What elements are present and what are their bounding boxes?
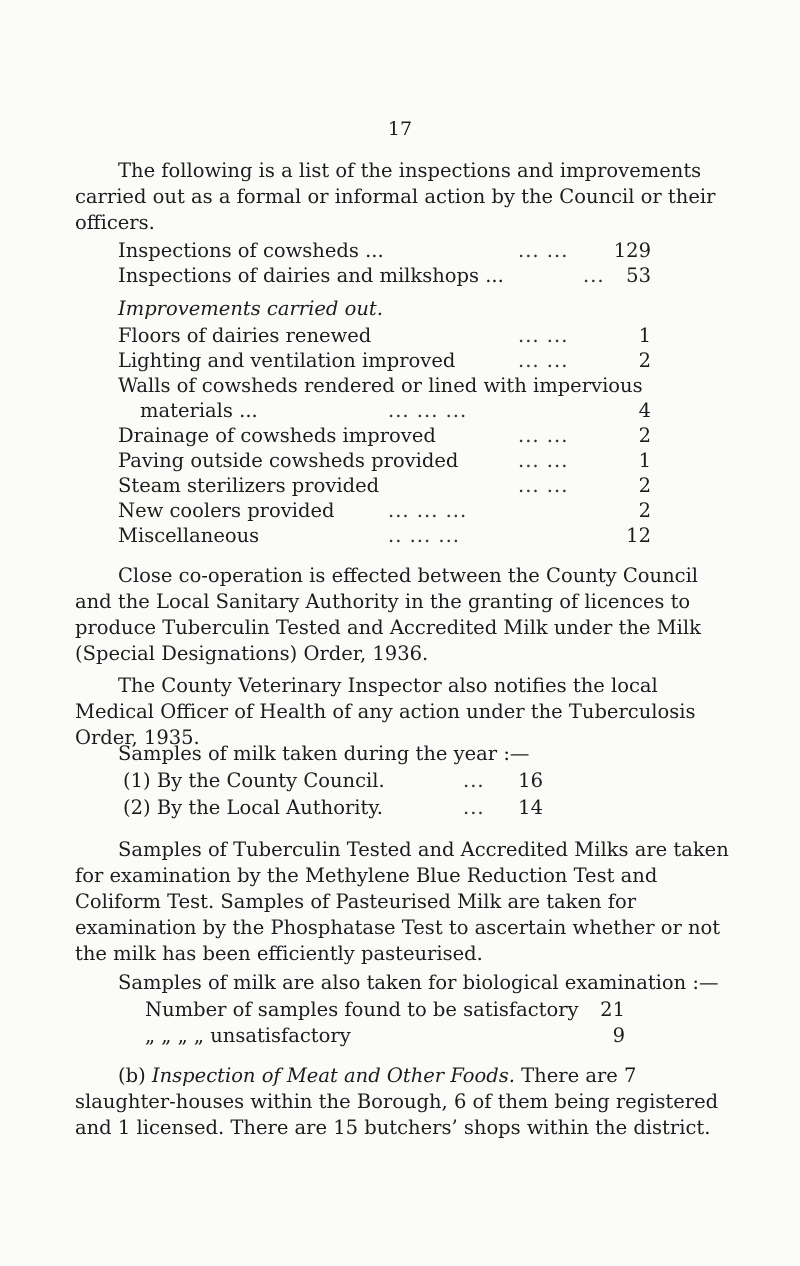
row-value: 4 <box>638 399 651 422</box>
improvements-heading: Improvements carried out. <box>118 297 383 320</box>
row-value: 21 <box>600 998 625 1021</box>
row-value: 1 <box>638 324 651 347</box>
leader-dots: ... <box>463 796 485 819</box>
row-label: (2) By the Local Authority. <box>123 796 383 819</box>
tests-paragraph: Samples of Tuberculin Tested and Accredited Milks are taken for examination by the Methylene Blue Reduction Test and Coliform Test. Samples of Pasteurised Milk are taken for examination by the Phosphatase Test to ascertain whether or not the milk has been efficiently pasteurised. <box>75 838 729 965</box>
row-label: Lighting and ventilation improved <box>118 349 456 372</box>
leader-dots: ... ... <box>518 239 569 262</box>
row-label: „ „ „ „ unsatisfactory <box>145 1024 351 1047</box>
leader-dots: ... ... <box>518 474 569 497</box>
samples-intro: Samples of milk taken during the year :— <box>118 742 530 765</box>
page-number: 17 <box>387 118 413 140</box>
leader-dots: ... ... <box>518 349 569 372</box>
row-value: 16 <box>518 769 543 792</box>
row-label: Number of samples found to be satisfactory <box>145 998 579 1021</box>
leader-dots: .. ... ... <box>388 524 460 547</box>
row-value: 2 <box>638 424 651 447</box>
row-label: Paving outside cowsheds provided <box>118 449 459 472</box>
row-value: 2 <box>638 499 651 522</box>
cooperation-paragraph: Close co-operation is effected between the County Council and the Local Sanitary Authority in the granting of licences to produce Tuberculin Tested and Accredited Milk under the Milk (Special Designations) Order, 1936. <box>75 564 701 665</box>
row-value: 12 <box>626 524 651 547</box>
leader-dots: ... ... ... <box>388 499 468 522</box>
leader-dots: ... <box>463 769 485 792</box>
leader-dots: ... ... ... <box>388 399 468 422</box>
veterinary-paragraph: The County Veterinary Inspector also notifies the local Medical Officer of Health of any action under the Tuberculosis Order, 1935. <box>75 674 696 749</box>
row-label: New coolers provided <box>118 499 335 522</box>
row-value: 2 <box>638 474 651 497</box>
row-label: (1) By the County Council. <box>123 769 385 792</box>
row-value: 1 <box>638 449 651 472</box>
row-label: Inspections of cowsheds ... <box>118 239 384 262</box>
row-value: 14 <box>518 796 543 819</box>
intro-paragraph: The following is a list of the inspections and improvements carried out as a formal or informal action by the Council or their officers. <box>75 159 716 234</box>
row-label: Walls of cowsheds rendered or lined with impervious <box>118 374 643 397</box>
meat-text: There are 7 slaughter-houses within the Borough, 6 of them being registered and 1 licensed. There are 15 butchers’ shops within the district. <box>75 1064 719 1139</box>
row-value: 9 <box>612 1024 625 1047</box>
meat-marker: (b) <box>118 1064 146 1087</box>
biological-intro: Samples of milk are also taken for biological examination :— <box>118 971 719 994</box>
row-value: 129 <box>613 239 651 262</box>
row-label: Drainage of cowsheds improved <box>118 424 436 447</box>
row-value: 2 <box>638 349 651 372</box>
row-label: Miscellaneous <box>118 524 260 547</box>
meat-heading: Inspection of Meat and Other Foods. <box>151 1064 515 1087</box>
meat-paragraph <box>75 1063 735 1141</box>
leader-dots: ... ... <box>518 424 569 447</box>
row-label: materials ... <box>140 399 258 422</box>
leader-dots: ... <box>583 264 605 287</box>
row-value: 53 <box>626 264 651 287</box>
leader-dots: ... ... <box>518 324 569 347</box>
row-label: Floors of dairies renewed <box>118 324 372 347</box>
row-label: Inspections of dairies and milkshops ... <box>118 264 504 287</box>
leader-dots: ... ... <box>518 449 569 472</box>
row-label: Steam sterilizers provided <box>118 474 380 497</box>
